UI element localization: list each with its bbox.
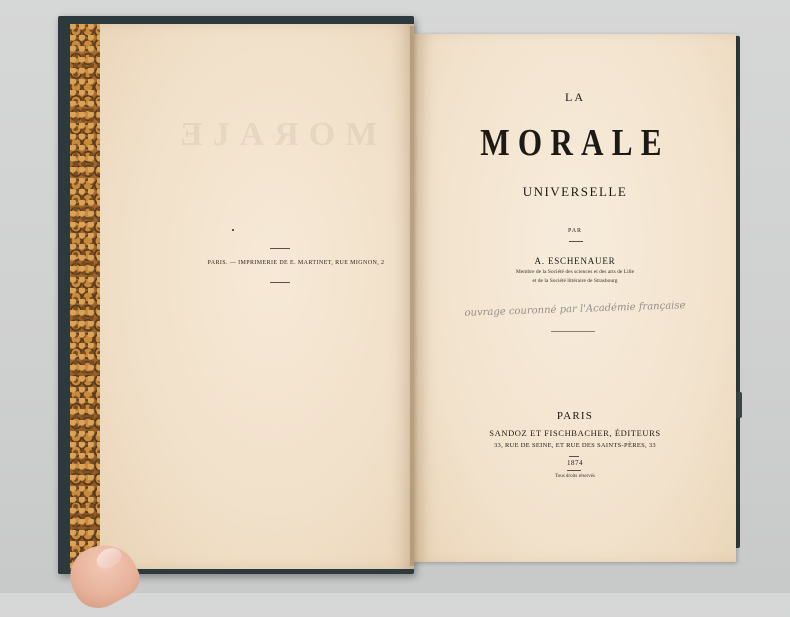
title-page	[414, 34, 736, 562]
printer-imprint: PARIS. — IMPRIMERIE DE E. MARTINET, RUE MIGNON, 2	[207, 260, 385, 266]
by-line: PAR	[567, 228, 583, 234]
handwritten-note: ouvrage couronné par l'Académie française	[464, 300, 686, 319]
cover-clasp	[735, 392, 742, 418]
rights-rule	[567, 470, 581, 471]
publication-city: PARIS	[556, 410, 594, 422]
book-subtitle: UNIVERSELLE	[522, 184, 628, 199]
imprint-rule-top	[270, 248, 290, 249]
imprint-rule-bottom	[270, 282, 290, 283]
affiliation-line-1: Membre de la Société des sciences et des arts de Lille	[515, 269, 635, 275]
author-name: A. ESCHENAUER	[534, 256, 616, 266]
rights-notice: Tous droits réservés	[555, 474, 595, 479]
publisher-name: SANDOZ ET FISCHBACHER, ÉDITEURS	[489, 428, 661, 438]
book-title: MORALE	[480, 122, 670, 164]
publisher-address: 33, RUE DE SEINE, ET RUE DES SAINTS-PÈRES, 33	[494, 442, 656, 449]
title-article: LA	[565, 90, 585, 104]
show-through-title: ƎJAЯOM	[180, 116, 388, 153]
verso-page	[100, 24, 414, 569]
affiliation-line-2: et de la Société littéraire de Strasbourg	[532, 278, 618, 284]
author-affiliations	[414, 268, 736, 286]
separator-rule	[551, 331, 595, 332]
gutter-shadow	[410, 26, 418, 566]
year-rule	[569, 456, 579, 457]
publication-year: 1874	[567, 459, 583, 467]
title-rule	[569, 241, 583, 242]
ink-speck	[232, 229, 234, 231]
